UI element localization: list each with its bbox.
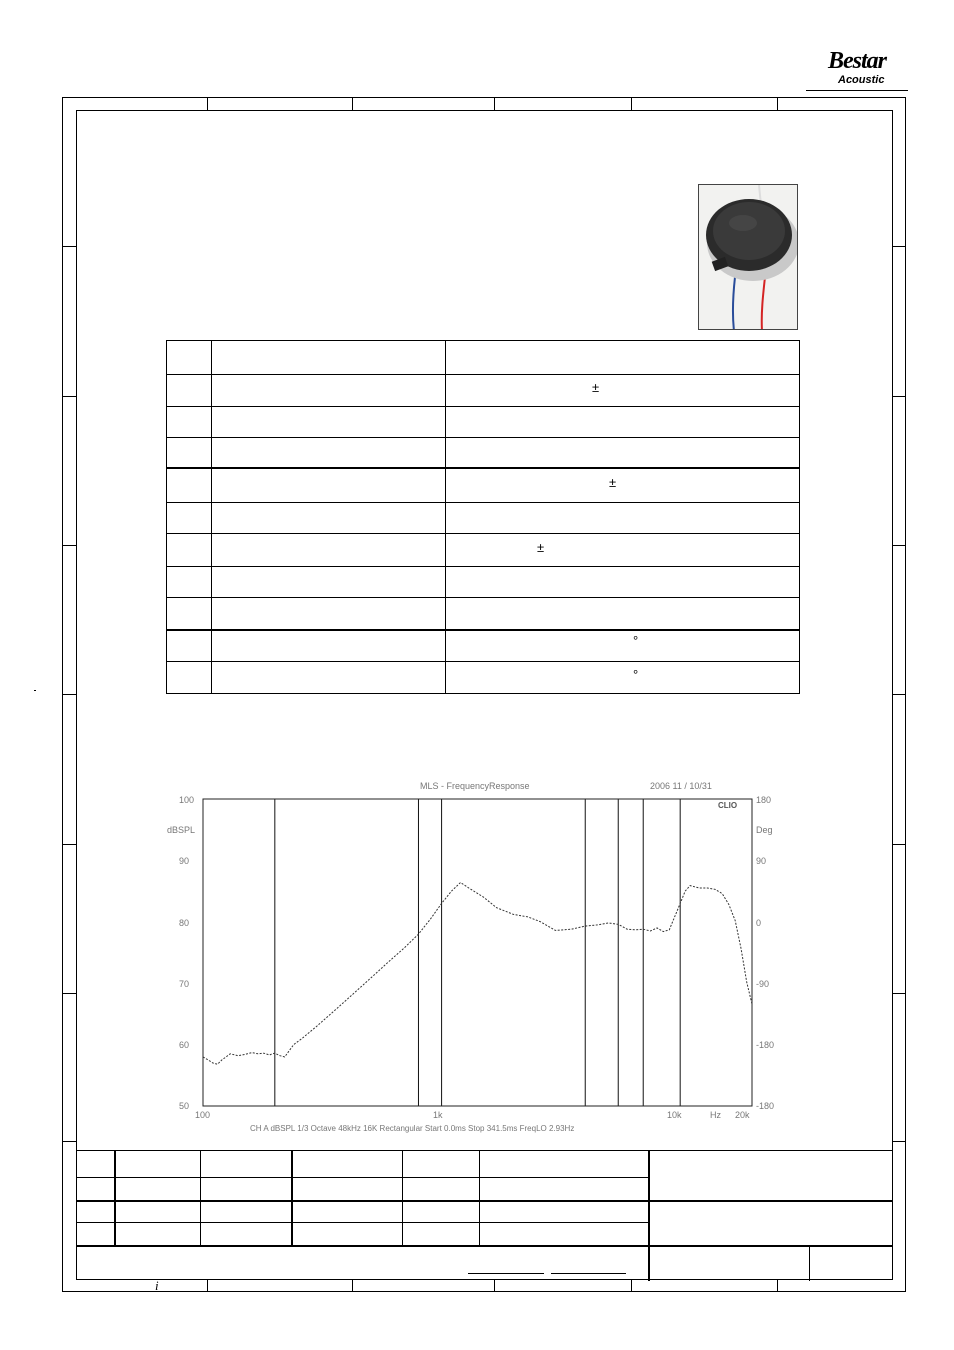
spec-row (167, 597, 799, 598)
frame-tick (62, 844, 76, 845)
spec-col-divider (211, 341, 212, 693)
tb-col (291, 1151, 293, 1245)
spec-row (167, 533, 799, 534)
frame-tick (893, 993, 906, 994)
spec-row (167, 629, 799, 631)
chart-footer: CH A dBSPL 1/3 Octave 48kHz 16K Rectangular Start 0.0ms Stop 341.5ms FreqLO 2.93Hz (250, 1124, 575, 1133)
frame-tick (62, 694, 76, 695)
y-tick-right: -180 (756, 1040, 775, 1050)
x-tick: 1k (433, 1110, 443, 1120)
frame-tick (352, 97, 353, 110)
chart-svg (165, 772, 790, 1134)
tb-line (76, 1177, 648, 1178)
frame-tick (893, 545, 906, 546)
tolerance-symbol: ± (592, 380, 600, 395)
spec-row (167, 406, 799, 407)
tb-col (114, 1151, 116, 1245)
logo-underline (806, 90, 908, 91)
tb-col (648, 1151, 650, 1281)
y-tick-left: 60 (179, 1040, 190, 1050)
frame-tick (893, 396, 906, 397)
frame-tick (893, 694, 906, 695)
y-tick-right: 90 (756, 856, 767, 866)
frame-tick (62, 246, 76, 247)
tb-line (76, 1222, 648, 1223)
frame-tick (893, 246, 906, 247)
title-block (76, 1150, 893, 1280)
signature-line (468, 1273, 544, 1274)
response-curve (203, 883, 752, 1065)
y-tick-left: 80 (179, 918, 190, 928)
y-tick-right: 180 (756, 795, 772, 805)
frequency-response-chart (165, 772, 790, 1134)
y-tick-right: 0 (756, 918, 762, 928)
x-tick: 100 (195, 1110, 211, 1120)
tb-col (200, 1151, 201, 1245)
tb-line (76, 1245, 893, 1247)
frame-tick (777, 1280, 778, 1292)
y-tick-left: 90 (179, 856, 190, 866)
frame-tick (494, 1280, 495, 1292)
y-axis-label-right: Deg (756, 825, 773, 835)
tb-col (809, 1245, 810, 1281)
spec-col-divider (445, 341, 446, 693)
spec-row (167, 502, 799, 503)
frame-tick (893, 844, 906, 845)
y-tick-right: -180 (756, 1101, 775, 1111)
spec-row (167, 467, 799, 469)
frame-tick (207, 97, 208, 110)
margin-mark: i (155, 1278, 159, 1293)
frame-tick (631, 1280, 632, 1292)
tb-col (479, 1151, 480, 1245)
frame-tick (352, 1280, 353, 1292)
spec-row (167, 661, 799, 662)
stray-mark (34, 690, 36, 691)
logo-sub: Acoustic (838, 74, 885, 86)
y-tick-left: 50 (179, 1101, 190, 1111)
signature-line (551, 1273, 626, 1274)
tb-col (402, 1151, 403, 1245)
chart-brand: CLIO (718, 801, 738, 810)
frame-tick (62, 545, 76, 546)
x-tick: Hz (710, 1110, 721, 1120)
tb-line (76, 1200, 893, 1202)
company-logo (822, 48, 910, 92)
degree-symbol: ° (633, 633, 639, 648)
frame-tick (207, 1280, 208, 1292)
degree-symbol: ° (633, 667, 639, 682)
tolerance-symbol: ± (537, 540, 545, 555)
spec-row (167, 437, 799, 438)
buzzer-image (699, 185, 798, 330)
chart-title: MLS - FrequencyResponse (420, 781, 530, 791)
tolerance-symbol: ± (609, 475, 617, 490)
y-axis-label-left: dBSPL (167, 825, 196, 835)
frame-tick (62, 396, 76, 397)
spec-table (166, 340, 800, 694)
frame-tick (777, 97, 778, 110)
plot-frame (203, 799, 752, 1106)
frame-tick (62, 1141, 76, 1142)
frame-tick (62, 993, 76, 994)
x-tick: 10k (667, 1110, 682, 1120)
frame-tick (494, 97, 495, 110)
frame-tick (631, 97, 632, 110)
spec-row (167, 374, 799, 375)
y-tick-left: 70 (179, 979, 190, 989)
frame-tick (893, 1141, 906, 1142)
spec-row (167, 566, 799, 567)
logo-brand: Bestar (828, 48, 887, 74)
y-tick-left: 100 (179, 795, 195, 805)
x-tick: 20k (735, 1110, 750, 1120)
product-photo (698, 184, 798, 330)
y-tick-right: -90 (756, 979, 770, 989)
chart-timestamp: 2006 11 / 10/31 (650, 781, 712, 791)
